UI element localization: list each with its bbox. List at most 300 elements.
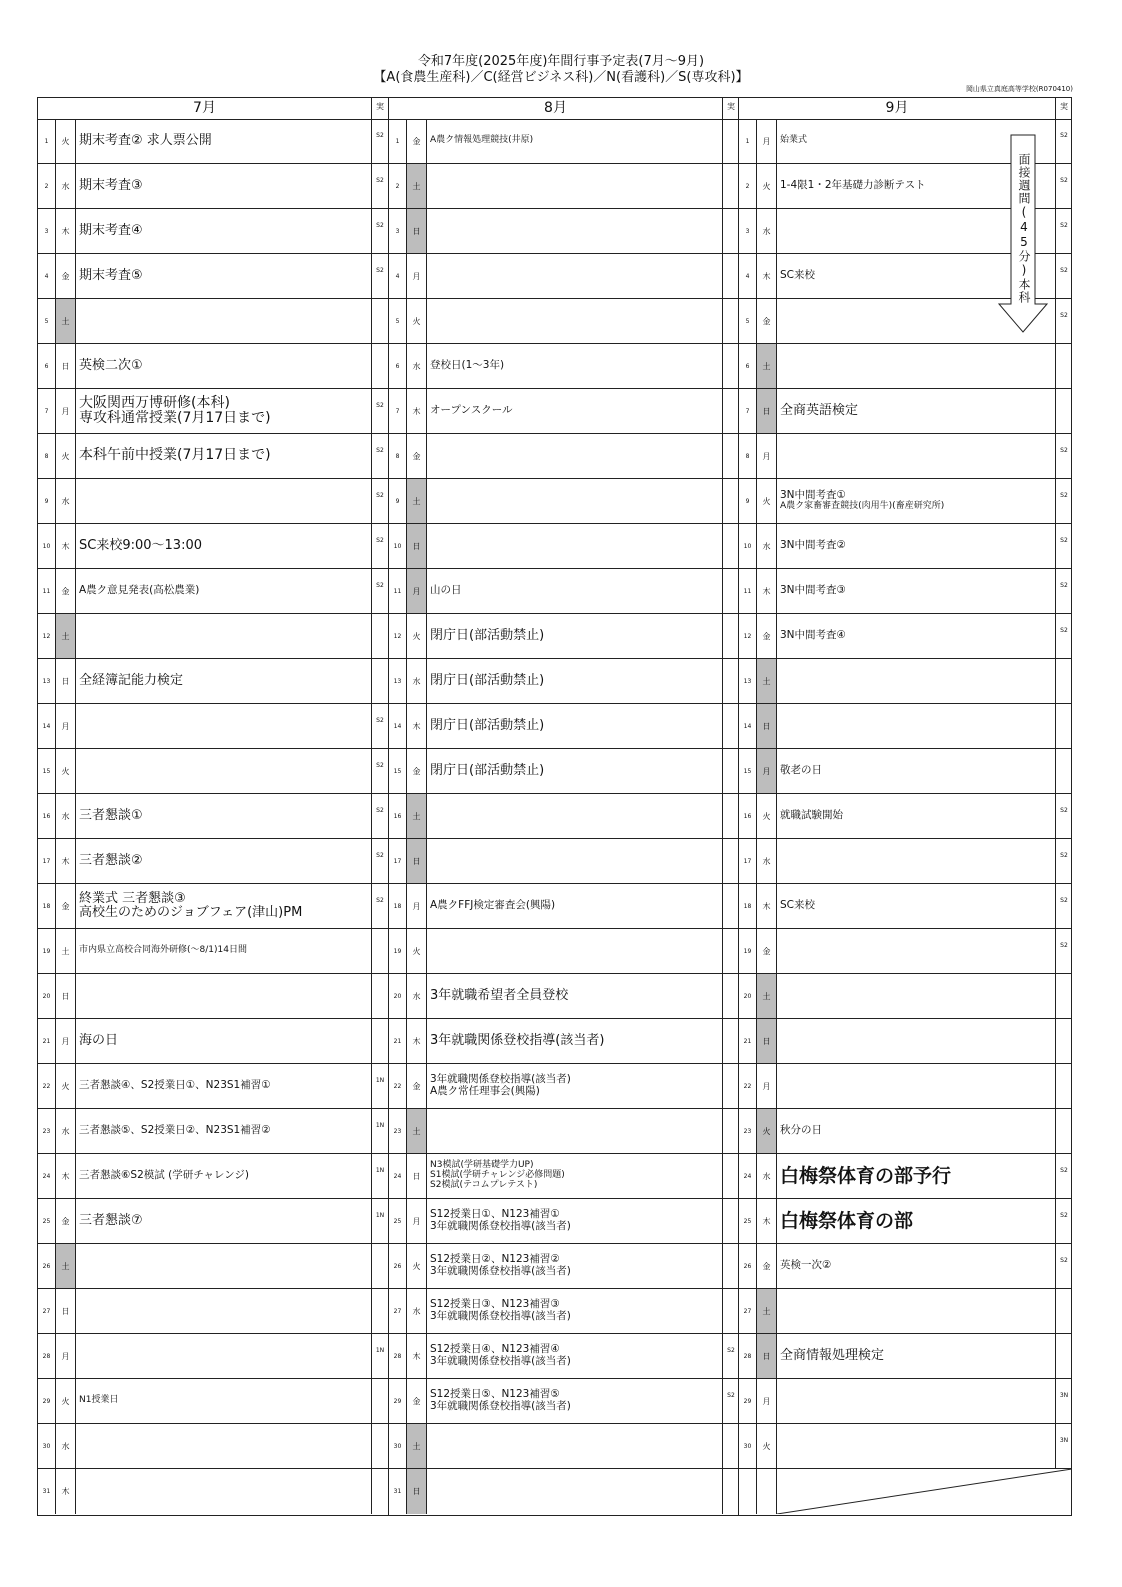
ji-mark [723,1469,739,1514]
day-number: 30 [739,1424,757,1468]
event-text: 三者懇談① [79,807,143,823]
ji-mark [372,1379,388,1423]
event-text: N3模試(学研基礎学力UP) [430,1160,534,1171]
day-row [38,1469,388,1514]
ji-mark [723,389,739,433]
day-row [38,839,388,884]
event-text: オープンスクール [430,404,513,417]
day-number: 24 [38,1154,56,1198]
day-number: 29 [38,1379,56,1423]
day-number: 13 [38,659,56,703]
ji-mark: S2 [376,807,384,814]
day-row [38,119,388,164]
ji-mark: S2 [1060,222,1068,229]
ji-mark [372,1424,388,1468]
event-text: 期末考査⑤ [79,267,143,283]
ji-mark [723,479,739,523]
day-row [739,1379,1071,1424]
event-cell [777,704,1056,748]
day-row [389,119,738,164]
page-title: 令和7年度(2025年度)年間行事予定表(7月～9月) [417,54,705,69]
weekday: 金 [407,749,427,793]
ji-mark: S2 [376,717,384,724]
day-number: 4 [38,254,56,298]
event-cell [427,929,723,973]
ji-mark: S2 [1060,267,1068,274]
weekday: 日 [407,839,427,883]
event-cell [777,389,1056,433]
day-number: 16 [38,794,56,838]
day-number: 8 [38,434,56,478]
ji-mark [1056,389,1072,433]
day-row [389,344,738,389]
day-number: 30 [389,1424,407,1468]
ji-mark [723,1424,739,1468]
ji-mark [723,884,739,928]
day-number: 14 [389,704,407,748]
ji-mark: S2 [376,447,384,454]
day-number: 23 [739,1109,757,1153]
ji-mark [723,569,739,613]
event-text: 三者懇談② [79,852,143,868]
month-header [739,98,1071,120]
event-cell [76,1064,372,1108]
event-cell [76,119,372,163]
day-number: 17 [739,839,757,883]
event-cell [427,254,723,298]
day-number: 23 [389,1109,407,1153]
day-number: 13 [739,659,757,703]
weekday: 日 [56,974,76,1018]
ji-mark: S2 [376,222,384,229]
weekday: 金 [757,929,777,973]
event-cell [777,569,1056,613]
ji-mark [372,974,388,1018]
event-text: 白梅祭体育の部予行 [780,1164,952,1187]
day-row [38,209,388,254]
event-text: 英検一次② [780,1259,832,1272]
weekday: 月 [757,749,777,793]
weekday: 火 [56,1379,76,1423]
event-cell [427,434,723,478]
event-cell [76,1334,372,1378]
day-number: 18 [389,884,407,928]
event-cell [427,479,723,523]
day-row [739,974,1071,1019]
event-cell [777,1109,1056,1153]
weekday: 木 [56,209,76,253]
weekday: 水 [407,344,427,388]
event-text: 全商情報処理検定 [780,1347,885,1363]
weekday: 金 [757,614,777,658]
day-number: 4 [739,254,757,298]
day-row [38,1289,388,1334]
day-number: 19 [739,929,757,973]
ji-mark [723,659,739,703]
day-row [389,614,738,659]
day-number: 29 [739,1379,757,1423]
day-number: 8 [389,434,407,478]
weekday: 火 [56,434,76,478]
day-number: 28 [739,1334,757,1378]
ji-mark: S2 [727,1392,735,1399]
event-cell [777,1424,1056,1468]
weekday: 日 [56,344,76,388]
day-row [38,1019,388,1064]
event-cell [76,884,372,928]
day-row [389,704,738,749]
day-row [38,1244,388,1289]
day-number: 7 [739,389,757,433]
ji-mark [723,929,739,973]
weekday: 水 [56,1424,76,1468]
weekday: 土 [407,164,427,208]
event-text: S1模試(学研チャレンジ必修問題) [430,1170,565,1181]
event-text: A農ク家畜審査競技(肉用牛)(畜産研究所) [780,500,945,511]
event-cell [76,1469,372,1514]
day-row [389,1244,738,1289]
event-text: 全経簿記能力検定 [79,672,184,688]
event-text: 期末考査③ [79,177,143,193]
ji-mark [1056,1289,1072,1333]
weekday: 火 [757,164,777,208]
event-text: 敬老の日 [780,764,822,777]
ji-mark [1056,344,1072,388]
day-number: 9 [739,479,757,523]
weekday: 木 [56,524,76,568]
event-text: 閉庁日(部活動禁止) [430,762,545,778]
event-cell [777,839,1056,883]
day-number: 26 [389,1244,407,1288]
day-row [389,1469,738,1514]
day-row [389,974,738,1019]
day-number: 14 [739,704,757,748]
day-row [739,794,1071,839]
day-number: 11 [38,569,56,613]
day-number: 12 [38,614,56,658]
day-number: 1 [739,119,757,163]
ji-mark: S2 [376,537,384,544]
ji-header: 実 [727,102,735,111]
event-text: 就職試験開始 [780,809,843,822]
event-cell [76,254,372,298]
event-cell [427,1289,723,1333]
ji-mark: S2 [1060,1167,1068,1174]
event-text: SC来校9:00～13:00 [79,537,202,553]
event-cell [427,1109,723,1153]
weekday: 土 [56,299,76,343]
day-number: 8 [739,434,757,478]
day-row [38,794,388,839]
weekday: 金 [56,569,76,613]
ji-mark [723,344,739,388]
ji-mark: S2 [1060,132,1068,139]
weekday: 土 [407,1109,427,1153]
weekday: 火 [407,1244,427,1288]
day-number: 11 [389,569,407,613]
weekday: 月 [757,434,777,478]
event-text: 1-4限1・2年基礎力診断テスト [780,179,926,192]
ji-mark [1056,659,1072,703]
day-number: 6 [739,344,757,388]
weekday: 月 [56,389,76,433]
day-row [38,344,388,389]
event-text: S2模試(テコムプレテスト) [430,1179,538,1190]
event-cell [777,884,1056,928]
event-cell [76,974,372,1018]
event-cell [427,389,723,433]
weekday: 金 [407,119,427,163]
event-text: 白梅祭体育の部 [780,1209,914,1232]
ji-mark [372,1019,388,1063]
event-cell [76,1109,372,1153]
event-cell [777,344,1056,388]
ji-mark [723,1244,739,1288]
day-number: 25 [389,1199,407,1243]
day-number: 7 [38,389,56,433]
event-cell [777,1154,1056,1198]
weekday: 水 [757,524,777,568]
event-cell [427,794,723,838]
day-row [389,1199,738,1244]
weekday: 土 [757,344,777,388]
day-number: 13 [389,659,407,703]
event-cell [777,434,1056,478]
event-cell [777,659,1056,703]
event-text: 3年就職関係登校指導(該当者) [430,1355,571,1367]
event-cell [427,1019,723,1063]
day-number: 10 [389,524,407,568]
ji-mark [723,299,739,343]
weekday: 木 [757,254,777,298]
event-text: 期末考査② 求人票公開 [79,132,212,148]
weekday: 日 [757,1334,777,1378]
day-row [38,164,388,209]
weekday: 木 [757,884,777,928]
event-cell [76,209,372,253]
day-row [739,884,1071,929]
day-number: 2 [389,164,407,208]
event-cell [777,974,1056,1018]
event-cell [76,1154,372,1198]
day-number: 5 [38,299,56,343]
event-text: 本科午前中授業(7月17日まで) [79,447,271,464]
ji-mark [723,164,739,208]
event-cell [76,389,372,433]
ji-mark: S2 [376,762,384,769]
event-cell [76,659,372,703]
event-text: 閉庁日(部活動禁止) [430,627,545,643]
weekday: 日 [407,209,427,253]
ji-mark [723,1064,739,1108]
event-text: 3年就職関係登校指導(該当者) [430,1032,605,1048]
day-row [389,569,738,614]
day-number: 26 [38,1244,56,1288]
day-row [739,1424,1071,1469]
month-header [38,98,388,120]
day-row [389,254,738,299]
month-header [389,98,738,120]
weekday: 木 [407,1334,427,1378]
ji-mark [372,299,388,343]
day-number: 28 [38,1334,56,1378]
interview-week-note: 面接週間(45分)本科 [1017,153,1031,304]
weekday: 土 [407,1424,427,1468]
ji-mark: S2 [1060,582,1068,589]
weekday: 日 [56,1289,76,1333]
day-number: 20 [739,974,757,1018]
ji-mark: S2 [1060,942,1068,949]
ji-mark: S2 [1060,807,1068,814]
day-row [739,479,1071,524]
ji-mark: S2 [376,852,384,859]
day-number: 5 [739,299,757,343]
event-cell [427,569,723,613]
day-row [739,434,1071,479]
ji-mark [1056,1109,1072,1153]
day-number: 16 [739,794,757,838]
day-row [739,1064,1071,1109]
day-row [389,659,738,704]
day-number: 29 [389,1379,407,1423]
weekday [757,1469,777,1514]
event-cell [427,164,723,208]
day-row [739,1289,1071,1334]
ji-mark: S2 [1060,537,1068,544]
day-row [38,524,388,569]
event-cell [427,659,723,703]
day-number: 28 [389,1334,407,1378]
day-number: 6 [389,344,407,388]
ji-mark: 1N [375,1167,385,1174]
day-number: 21 [389,1019,407,1063]
weekday: 金 [757,299,777,343]
day-row [739,839,1071,884]
event-cell [427,524,723,568]
weekday: 水 [407,974,427,1018]
weekday: 月 [56,1334,76,1378]
ji-mark [1056,1334,1072,1378]
day-row [739,1244,1071,1289]
day-row [389,794,738,839]
event-text: 市内県立高校合同海外研修(～8/1)14日間 [79,945,247,956]
weekday: 金 [56,1199,76,1243]
event-cell [76,614,372,658]
ji-mark: S2 [1060,1212,1068,1219]
weekday: 金 [407,1379,427,1423]
weekday: 日 [757,704,777,748]
event-text: 山の日 [430,584,462,597]
day-number: 22 [389,1064,407,1108]
event-text: 三者懇談⑥S2模試 (学研チャレンジ) [79,1169,249,1182]
day-row [389,749,738,794]
weekday: 木 [757,569,777,613]
ji-mark: S2 [376,267,384,274]
day-number: 15 [38,749,56,793]
day-number: 20 [38,974,56,1018]
ji-mark: S2 [376,402,384,409]
strike-line [777,1469,1072,1514]
weekday: 木 [407,704,427,748]
day-row [389,1154,738,1199]
weekday: 月 [407,1199,427,1243]
ji-mark [1056,1064,1072,1108]
day-number: 16 [389,794,407,838]
weekday: 木 [56,839,76,883]
day-row [38,1199,388,1244]
day-row [389,1109,738,1154]
day-number: 3 [38,209,56,253]
event-text: 海の日 [79,1032,119,1048]
day-row [739,524,1071,569]
ji-mark [723,1154,739,1198]
ji-mark [723,524,739,568]
day-row [739,704,1071,749]
day-number: 19 [389,929,407,973]
day-row [389,209,738,254]
day-number: 21 [739,1019,757,1063]
event-cell [427,1154,723,1198]
weekday: 月 [757,1379,777,1423]
event-cell [427,1424,723,1468]
day-number: 4 [389,254,407,298]
day-row [389,1064,738,1109]
day-number: 24 [389,1154,407,1198]
ji-mark [723,614,739,658]
weekday: 火 [56,1064,76,1108]
event-cell [427,749,723,793]
event-cell [427,299,723,343]
day-number: 18 [739,884,757,928]
day-number: 2 [38,164,56,208]
ji-mark [372,1289,388,1333]
day-number: 2 [739,164,757,208]
ji-mark [723,1019,739,1063]
day-row [38,299,388,344]
event-cell [777,524,1056,568]
day-row [739,1109,1071,1154]
day-row [38,479,388,524]
school-label: 岡山県立真庭高等学校(R070410) [965,85,1073,93]
day-number: 12 [389,614,407,658]
day-number: 22 [38,1064,56,1108]
event-cell [777,1379,1056,1423]
ji-mark [723,434,739,478]
day-row [389,1424,738,1469]
day-row [739,1199,1071,1244]
event-text: 閉庁日(部活動禁止) [430,717,545,733]
ji-mark [1056,704,1072,748]
ji-mark [723,119,739,163]
page-subtitle: 【A(食農生産科)／C(経営ビジネス科)／N(看護科)／S(専攻科)】 [373,70,749,85]
day-number: 6 [38,344,56,388]
ji-mark [372,659,388,703]
event-cell [76,1289,372,1333]
ji-mark: S2 [1060,312,1068,319]
event-cell [76,1379,372,1423]
ji-mark [1056,1019,1072,1063]
ji-mark [1056,749,1072,793]
event-text: 期末考査④ [79,222,143,238]
event-cell [427,1244,723,1288]
event-text: 三者懇談④、S2授業日①、N23S1補習① [79,1079,271,1092]
day-row [389,929,738,974]
event-cell [427,839,723,883]
event-cell [76,1244,372,1288]
month-name: 9月 [739,98,1056,119]
day-number: 27 [389,1289,407,1333]
event-cell [76,299,372,343]
